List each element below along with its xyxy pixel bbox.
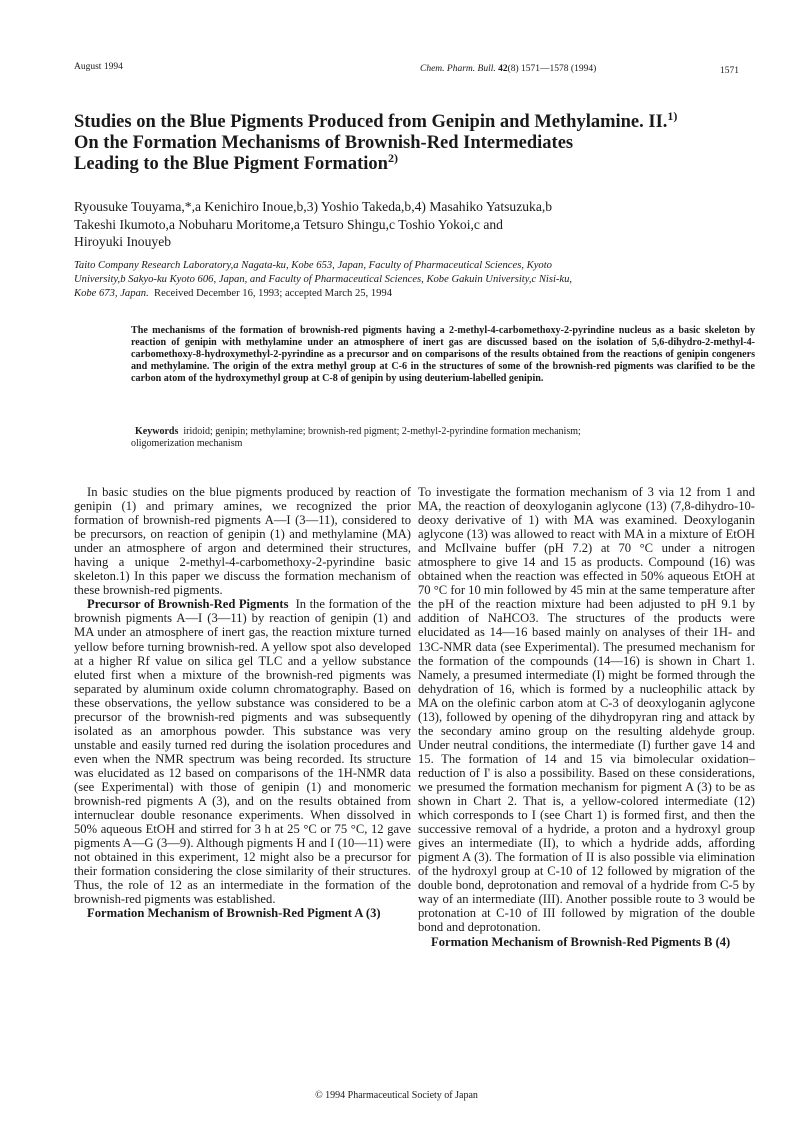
body-column-right: [418, 485, 755, 949]
keywords: [135, 426, 755, 438]
title-footnote-2: 2): [387, 150, 398, 165]
keywords-text: iridoid; genipin; methylamine; brownish-red pigment; 2-methyl-2-pyrindine formation mechanism;: [183, 426, 581, 437]
paper-title: [74, 108, 754, 175]
journal-volume: 42: [498, 64, 508, 74]
copyright-footer: © 1994 Pharmaceutical Society of Japan: [315, 1090, 478, 1101]
section-heading-precursor: Precursor of Brownish-Red Pigments: [87, 597, 289, 612]
title-line-2: On the Formation Mechanisms of Brownish-Red Intermediates: [74, 133, 574, 153]
paragraph-intro: In basic studies on the blue pigments produced by reaction of genipin (1) and primary amines, we recognized the prior formation of brownish-red pigments A—I (3—11), considered to be precursors, on reaction of genipin (1) and methylamine (MA) under an atmosphere of argon and determined their structures, having a unique 2-methyl-4-carbomethoxy-2-pyrindine basic skeleton.1) In this paper we discuss the formation mechanism of these brownish-red pigments.: [74, 485, 411, 598]
received-dates: Received December 16, 1993; accepted March 25, 1994: [154, 287, 393, 299]
section-heading-pigment-b: Formation Mechanism of Brownish-Red Pigments B (4): [431, 934, 731, 949]
title-footnote-1: 1): [667, 108, 678, 123]
affiliation-line-1: Taito Company Research Laboratory,a Nagata-ku, Kobe 653, Japan, Faculty of Pharmaceutical Sciences, Kyoto: [74, 260, 552, 271]
affiliations: [74, 259, 754, 300]
keywords-label: Keywords: [135, 426, 179, 437]
title-line-3: Leading to the Blue Pigment Formation: [74, 154, 388, 174]
journal-name: Chem. Pharm. Bull.: [420, 64, 496, 74]
header-citation: [420, 64, 596, 74]
header-date: August 1994: [74, 62, 123, 72]
authors-line-2: Takeshi Ikumoto,a Nobuharu Moritome,a Tetsuro Shingu,c Toshio Yokoi,c and: [74, 216, 503, 232]
title-line-1: Studies on the Blue Pigments Produced from Genipin and Methylamine. II.: [74, 112, 668, 132]
authors-line-3: Hiroyuki Inouyeb: [74, 234, 172, 249]
author-list: [74, 198, 754, 251]
abstract: The mechanisms of the formation of brownish-red pigments having a 2-methyl-4-carbomethoxy-2-pyrindine nucleus as a basic skeleton by reaction of genipin with methylamine under an atmosphere of inert gas are discussed based on the isolation of 5,6-dihydro-2-methyl-4-carbomethoxy-8-hydroxymethyl-2-pyrindine as a precursor and on comparisons of the results obtained from the reactions of genipin congeners and methylamine. The origin of the extra methyl group at C-6 in the structures of some of the brownish-red pigments was clarified to be the carbon atom of the hydroxymethyl group at C-8 of genipin by using deuterium-labelled genipin.: [131, 325, 755, 385]
keywords-continued: oligomerization mechanism: [131, 438, 243, 449]
affiliation-line-2: University,b Sakyo-ku Kyoto 606, Japan, and Faculty of Pharmaceutical Sciences, Kobe Gakuin University,c Nisi-ku,: [74, 273, 573, 285]
journal-issue-pages: (8) 1571—1578 (1994): [507, 64, 597, 74]
body-column-left: [74, 485, 411, 920]
authors-line-1: Ryousuke Touyama,*,a Kenichiro Inoue,b,3) Yoshio Takeda,b,4) Masahiko Yatsuzuka,b: [74, 199, 553, 214]
page-number: 1571: [720, 66, 739, 76]
paragraph-pigment-a: To investigate the formation mechanism of 3 via 12 from 1 and MA, the reaction of deoxyloganin aglycone (13) (7,8-dihydro-10-deoxy derivative of 1) with MA was examined. Deoxyloganin aglycone (13) was allowed to react with MA in a mixture of EtOH and McIlvaine buffer (pH 7.2) at 70 °C under a nitrogen atmosphere to give 14 and 15 as products. Compound (16) was obtained when the reaction was effected in 50% aqueous EtOH at 70 °C for 10 min followed by 45 min at the same temperature after the pH of the reaction mixture had been adjusted to pH 9.1 by addition of NaHCO3. The structures of the products were elucidated as 14—16 based mainly on analyses of their 1H- and 13C-NMR data (see Experimental). The presumed mechanism for the formation of the compounds (14—16) is shown in Chart 1. Namely, a presumed intermediate (I) might be formed through the dehydration of 16, which is formed by a nucleophilic attack by MA on the olefinic carbon atom at C-3 of deoxyloganin aglycone (13), followed by opening of the dihydropyran ring and attack by the secondary amino group on the resulting aldehyde group. Under neutral conditions, the intermediate (I) further gave 14 and 15. The formation of 14 and 15 via bimolecular oxidation–reduction of I' is also a possibility. Based on these considerations, we presumed the formation mechanism for pigment A (3) to be as shown in Chart 2. That is, a yellow-colored intermediate (12) which corresponds to I (see Chart 1) is formed first, and then the successive removal of a hydride, a proton and a hydroxyl group gives an intermediate (II), to which a hydride adds, affording pigment A (3). The formation of II is also possible via elimination of the hydroxyl group at C-10 of 12 followed by migration of the double bond, deprotonation and removal of a hydride from C-5 by way of an intermediate (III). Another possible route to 3 would be protonation at C-10 of III followed by migration of the double bond and deprotonation.: [418, 485, 755, 935]
paragraph-precursor: In the formation of the brownish pigments A—I (3—11) by reaction of genipin (1) and MA under an atmosphere of inert gas, the reaction mixture turned yellow before turning brownish-red. A yellow spot also developed at a higher Rf value on silica gel TLC and a yellow substance eluted first when a mixture of the brownish-red pigments was separated by aluminum oxide column chromatography. Based on these observations, the yellow substance was considered to be a precursor of the brownish-red pigments and was subsequently isolated as an amorphous powder. This substance was very unstable and easily turned red during the isolation procedures and even when the NMR spectrum was being recorded. Its structure was elucidated as 12 based on comparisons of the 1H-NMR data (see Experimental) with those of genipin (1) and monomeric brownish-red pigments A (3), and on the results obtained from internuclear double resonance experiments. When dissolved in 50% aqueous EtOH and stirred for 3 h at 25 °C or 75 °C, 12 gave pigments A—G (3—9). Although pigments H and I (10—11) were not obtained in this experiment, 12 might also be a precursor for their formation considering the close similarity of their structures. Thus, the role of 12 as an intermediate in the formation of the brownish-red pigments was established.: [74, 597, 412, 907]
affiliation-line-3: Kobe 673, Japan.: [74, 287, 149, 299]
section-heading-pigment-a: Formation Mechanism of Brownish-Red Pigment A (3): [87, 906, 381, 921]
